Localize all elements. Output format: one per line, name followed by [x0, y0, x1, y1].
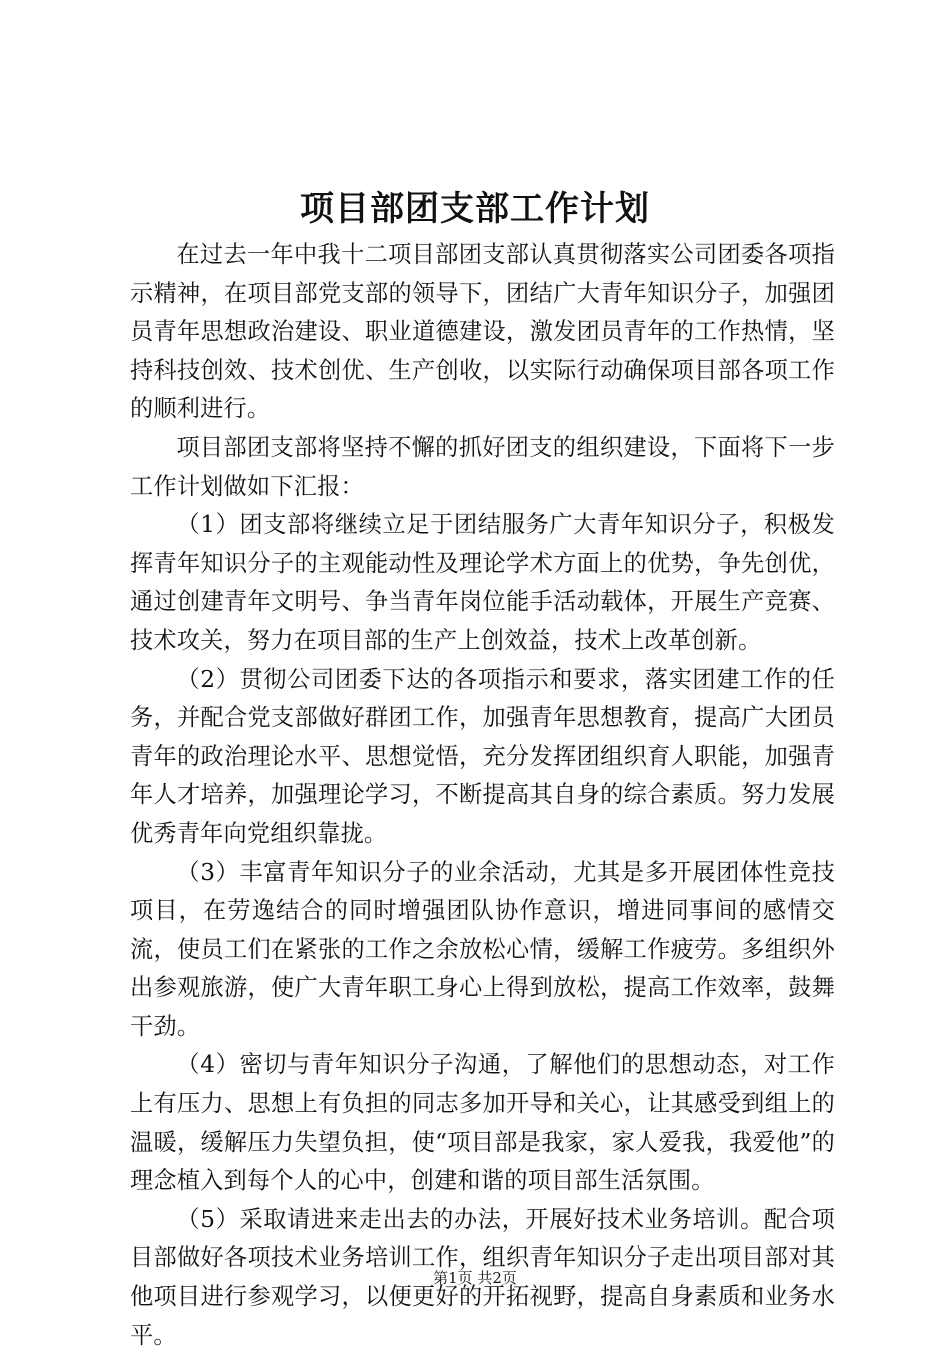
document-body	[130, 236, 835, 1355]
page-number-footer: 第1页 共2页	[433, 1269, 517, 1287]
paragraph-item-1: （1）团支部将继续立足于团结服务广大青年知识分子，积极发挥青年知识分子的主观能动性及理论学术方面上的优势，争先创优，通过创建青年文明号、争当青年岗位能手活动载体，开展生产竞赛、技术攻关，努力在项目部的生产上创效益，技术上改革创新。	[130, 511, 835, 654]
document-title: 项目部团支部工作计划	[300, 189, 650, 229]
paragraph-item-4: （4）密切与青年知识分子沟通，了解他们的思想动态，对工作上有压力、思想上有负担的同志多加开导和关心，让其感受到组上的温暖，缓解压力失望负担，使“项目部是我家，家人爱我，我爱他”的理念植入到每个人的心中，创建和谐的项目部生活氛围。	[130, 1051, 835, 1195]
paragraph-intro: 在过去一年中我十二项目部团支部认真贯彻落实公司团委各项指示精神，在项目部党支部的领导下，团结广大青年知识分子，加强团员青年思想政治建设、职业道德建设，激发团员青年的工作热情，坚持科技创效、技术创优、生产创收，以实际行动确保项目部各项工作的顺利进行。	[130, 241, 835, 423]
paragraph-plan-lead: 项目部团支部将坚持不懈的抓好团支的组织建设，下面将下一步工作计划做如下汇报：	[130, 433, 835, 500]
paragraph-item-2: （2）贯彻公司团委下达的各项指示和要求，落实团建工作的任务，并配合党支部做好群团工作，加强青年思想教育，提高广大团员青年的政治理论水平、思想觉悟，充分发挥团组织育人职能，加强青年人才培养，加强理论学习，不断提高其自身的综合素质。努力发展优秀青年向党组织靠拢。	[130, 665, 835, 847]
paragraph-item-5: （5）采取请进来走出去的办法，开展好技术业务培训。配合项目部做好各项技术业务培训工作，组织青年知识分子走出项目部对其他项目进行参观学习，以便更好的开拓视野，提高自身素质和业务水平。	[130, 1205, 835, 1349]
paragraph-item-3: （3）丰富青年知识分子的业余活动，尤其是多开展团体性竞技项目，在劳逸结合的同时增强团队协作意识，增进同事间的感情交流，使员工们在紧张的工作之余放松心情，缓解工作疲劳。多组织外出参观旅游，使广大青年职工身心上得到放松，提高工作效率，鼓舞干劲。	[130, 858, 835, 1040]
